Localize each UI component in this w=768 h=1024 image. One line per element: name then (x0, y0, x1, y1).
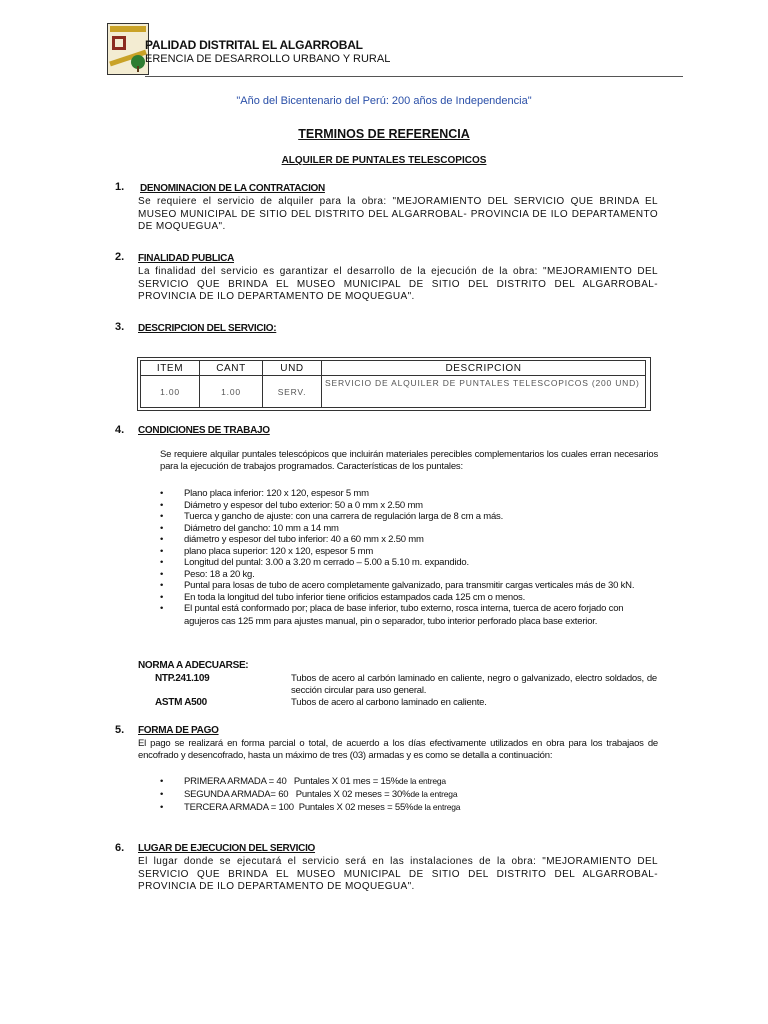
list-item-text: En toda la longitud del tubo inferior tiene orificios estampados cada 125 cm o menos. (184, 591, 526, 603)
list-item (160, 801, 460, 814)
payment-tail: de la entrega (410, 789, 458, 799)
bullet-icon: • (160, 488, 164, 499)
document-title: TERMINOS DE REFERENCIA (298, 127, 470, 141)
bullet-icon: • (160, 789, 164, 800)
payments-list (160, 775, 460, 814)
list-item-text: El puntal está conformado por; placa de base inferior, tubo externo, rosca interna, tuerca de acero forjado con agujeros cas 125 mm para ajustes manual, pin o separador, tubo interior perforado placa base exterior. (184, 603, 624, 627)
org-department: ERENCIA DE DESARROLLO URBANO Y RURAL (145, 53, 391, 65)
section-text (138, 266, 658, 304)
column-header: CANT (200, 361, 263, 376)
section-number: 5. (115, 724, 125, 736)
list-item (160, 557, 657, 569)
table-header-row (141, 361, 646, 376)
section-text (138, 196, 658, 234)
list-item (160, 569, 657, 581)
list-item-text: diámetro y espesor del tubo inferior: 40 a 60 mm x 2.50 mm (184, 534, 424, 545)
payment-label: TERCERA ARMADA = 100 (184, 802, 294, 813)
list-item (160, 546, 657, 558)
table-cell: 1.00 (200, 376, 263, 408)
bullet-icon: • (160, 568, 164, 580)
list-item-text: Tuerca y gancho de ajuste: con una carrera de regulación larga de 8 cm a más. (184, 511, 504, 522)
payment-label: PRIMERA ARMADA = 40 (184, 776, 287, 787)
specs-list (160, 488, 657, 628)
list-item (160, 603, 657, 628)
section-text: Se requiere alquilar puntales telescópicos que incluirán materiales perecibles complementarios los cuales erran necesarios para la ejecución de trabajos programados. Características de los puntales: (160, 449, 658, 472)
list-item-text: plano placa superior: 120 x 120, espesor 5 mm (184, 545, 374, 557)
org-name: PALIDAD DISTRITAL EL ALGARROBAL (145, 38, 363, 52)
bullet-icon: • (160, 545, 164, 557)
service-table (140, 360, 646, 408)
section-text (138, 856, 658, 894)
list-item-text: Puntal para losas de tubo de acero completamente galvanizado, para transmitir cargas verticales más de 30 kN. (184, 580, 635, 591)
section-heading: CONDICIONES DE TRABAJO (138, 425, 270, 436)
norma-description: Tubos de acero al carbono laminado en caliente. (291, 697, 487, 708)
year-motto: "Año del Bicentenario del Perú: 200 años de Independencia" (236, 95, 532, 107)
list-item-text: Plano placa inferior: 120 x 120, espesor 5 mm (184, 488, 369, 499)
payment-tail: de la entrega (398, 776, 446, 786)
norma-description: Tubos de acero al carbón laminado en caliente, negro o galvanizado, electro soldados, de sección circular para uso general. (291, 673, 657, 696)
section-heading: FINALIDAD PUBLICA (138, 253, 235, 264)
list-item (160, 534, 657, 546)
bullet-icon: • (160, 522, 164, 534)
list-item-text: Peso: 18 a 20 kg. (184, 568, 255, 580)
norma-heading: NORMA A ADECUARSE: (138, 660, 249, 671)
list-item (160, 775, 460, 788)
table-row (141, 376, 646, 408)
column-header: UND (263, 361, 322, 376)
bullet-icon: • (160, 499, 164, 511)
list-item-text: Diámetro del gancho: 10 mm a 14 mm (184, 522, 339, 534)
header-divider (145, 76, 683, 77)
payment-detail: Puntales X 02 meses = 30% (295, 789, 411, 800)
section-number: 2. (115, 251, 125, 263)
list-item (160, 523, 657, 535)
column-header: ITEM (141, 361, 200, 376)
bullet-icon: • (160, 534, 164, 545)
section-text-content: Se requiere el servicio de alquiler para la obra: "MEJORAMIENTO DEL SERVICIO QUE BRINDA EL MUSEO MUNICIPAL DE SITIO DEL DISTRITO DEL ALGARROBAL- PROVINCIA DE ILO DEPARTAMENTO DE MOQUEGUA". (138, 196, 658, 232)
table-cell: 1.00 (141, 376, 200, 408)
bullet-icon: • (160, 580, 164, 591)
list-item (160, 511, 657, 523)
section-number: 3. (115, 321, 125, 333)
list-item (160, 788, 460, 801)
bullet-icon: • (160, 776, 164, 787)
table-cell: SERVICIO DE ALQUILER DE PUNTALES TELESCOPICOS (200 UND) (322, 376, 646, 408)
list-item-text: Diámetro y espesor del tubo exterior: 50 a 0 mm x 2.50 mm (184, 499, 423, 511)
municipal-logo (107, 23, 149, 75)
column-header: DESCRIPCION (322, 361, 646, 376)
bullet-icon: • (160, 511, 164, 522)
list-item (160, 488, 657, 500)
bullet-icon: • (160, 557, 164, 568)
payment-label: SEGUNDA ARMADA= 60 (184, 789, 289, 800)
section-heading: DESCRIPCION DEL SERVICIO: (138, 323, 277, 334)
section-number: 1. (115, 181, 125, 193)
table-cell: SERV. (263, 376, 322, 408)
section-number: 6. (115, 842, 125, 854)
section-number: 4. (115, 424, 125, 436)
payment-detail: Puntales X 01 mes = 15% (293, 776, 399, 787)
section-text-content: La finalidad del servicio es garantizar el desarrollo de la ejecución de la obra: "MEJORAMIENTO DEL SERVICIO QUE BRINDA EL MUSEO MUNICIPAL DE SITIO DEL DISTRITO DEL ALGARROBAL- PROVINCIA DE ILO DEPARTAMENTO DE MOQUEGUA". (138, 266, 658, 302)
document-subtitle: ALQUILER DE PUNTALES TELESCOPICOS (281, 155, 487, 166)
section-heading: LUGAR DE EJECUCION DEL SERVICIO (138, 843, 316, 854)
section-heading: FORMA DE PAGO (138, 725, 219, 736)
payment-tail: de la entrega (413, 802, 461, 812)
payment-detail: Puntales X 02 meses = 55% (298, 802, 414, 813)
bullet-icon: • (160, 802, 164, 813)
list-item-text: Longitud del puntal: 3.00 a 3.20 m cerrado – 5.00 a 5.10 m. expandido. (184, 557, 469, 568)
bullet-icon: • (160, 603, 164, 614)
list-item (160, 580, 657, 592)
norma-code: ASTM A500 (155, 697, 207, 708)
list-item (160, 500, 657, 512)
list-item (160, 592, 657, 604)
norma-code: NTP.241.109 (155, 673, 210, 684)
section-text-content: El lugar donde se ejecutará el servicio será en las instalaciones de la obra: "MEJORAMIENTO DEL SERVICIO QUE BRINDA EL MUSEO MUNICIPAL DE SITIO DEL DISTRITO DEL ALGARROBAL- PROVINCIA DE ILO DEPARTAMENTO DE MOQUEGUA". (138, 856, 658, 892)
bullet-icon: • (160, 591, 164, 603)
section-text: El pago se realizará en forma parcial o total, de acuerdo a los días efectivamente utilizados en obra para los trabajaos de encofrado y desencofrado, hasta un máximo de tres (03) armadas y es como se detalla a continuación: (138, 738, 658, 761)
section-heading: DENOMINACION DE LA CONTRATACION (140, 183, 325, 194)
